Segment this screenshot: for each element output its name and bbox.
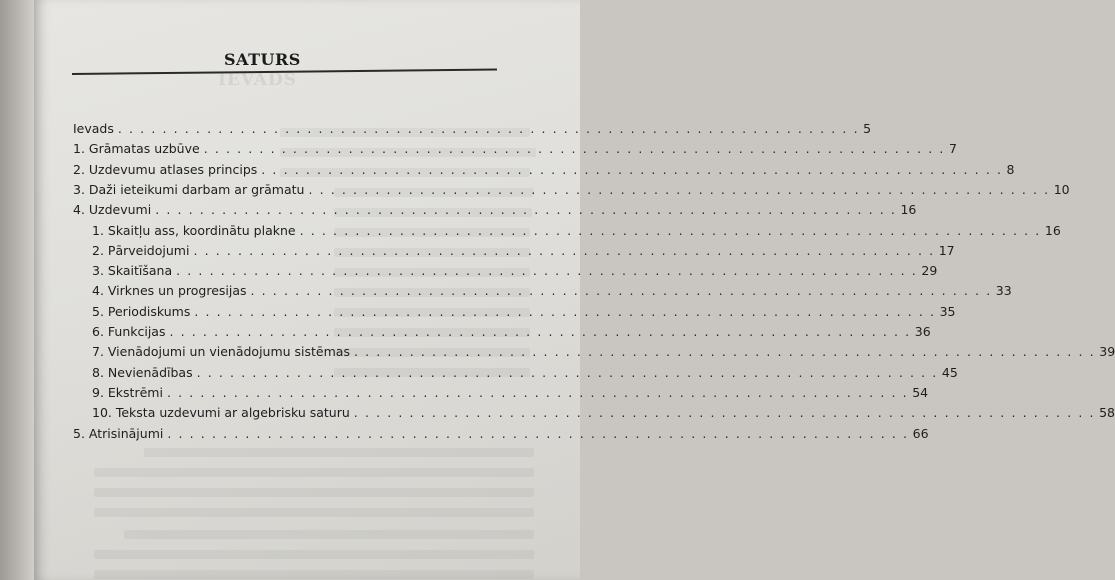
toc-entry-page: 33: [995, 283, 1012, 299]
toc-entry-title: 3. Daži ieteikumi darbam ar grāmatu: [73, 181, 305, 197]
toc-entry-title: 2. Uzdevumu atlases princips: [73, 161, 258, 177]
toc-entry: [92, 222, 1061, 243]
toc-entry-title: 4. Virknes un progresijas: [92, 283, 247, 299]
toc-entry-page: 10: [1053, 181, 1070, 197]
toc-entry: [92, 324, 931, 344]
toc-dot-leader: . . . . . . . . . . . . . . . . . . . . . . . . . . . . . . . . . . . . . . . . . . . . . . . . . . . . . . . . . . . . . . . . . . .: [193, 242, 935, 258]
toc-entry-page: 5: [863, 121, 872, 136]
toc-dot-leader: . . . . . . . . . . . . . . . . . . . . . . . . . . . . . . . . . . . . . . . . . . . . . . . . . . . . . . . . . . . . . . . . . . .: [353, 405, 1096, 421]
toc-entry: [73, 202, 917, 222]
toc-dot-leader: . . . . . . . . . . . . . . . . . . . . . . . . . . . . . . . . . . . . . . . . . . . . . . . . . . . . . . . . . . . . . . . . . . .: [250, 283, 992, 299]
toc-entry-page: 36: [914, 324, 931, 339]
toc-entry: [73, 181, 1070, 202]
toc-entry-title: 5. Atrisinājumi: [73, 425, 164, 441]
toc-dot-leader: . . . . . . . . . . . . . . . . . . . . . . . . . . . . . . . . . . . . . . . . . . . . . . . . . . . . . . . . . . . . . . . . . . .: [196, 364, 938, 380]
toc-entry-page: 7: [948, 141, 957, 157]
toc-entry-title: 4. Uzdevumi: [73, 202, 152, 218]
toc-entry-page: 35: [939, 303, 956, 319]
toc-dot-leader: . . . . . . . . . . . . . . . . . . . . . . . . . . . . . . . . . . . . . . . . . . . . . . . . . . . . . . . . . . . . . . . . . . .: [167, 425, 909, 441]
toc-entry: [92, 364, 958, 385]
toc-entry: [92, 242, 955, 263]
toc-dot-leader: . . . . . . . . . . . . . . . . . . . . . . . . . . . . . . . . . . . . . . . . . . . . . . . . . . . . . . . . . . . . . . . . . . .: [166, 384, 909, 400]
toc-entry-page: 66: [912, 425, 929, 441]
toc-entry: [73, 121, 872, 141]
toc-entry-title: 9. Ekstrēmi: [92, 384, 163, 400]
toc-entry-title: 10. Teksta uzdevumi ar algebrisku saturu: [92, 405, 350, 421]
toc-entry-page: 58: [1099, 405, 1115, 421]
toc-entry-page: 8: [1006, 161, 1015, 177]
table-of-contents: [34, 0, 1115, 580]
toc-entry-title: 8. Nevienādības: [92, 364, 193, 380]
toc-entry-title: 1. Skaitļu ass, koordinātu plakne: [92, 222, 296, 238]
toc-entry: [92, 283, 1012, 303]
toc-entry-title: 1. Grāmatas uzbūve: [73, 141, 200, 157]
toc-entry: [92, 344, 1115, 364]
toc-entry-page: 45: [941, 364, 958, 380]
toc-entry-page: 16: [1044, 222, 1061, 238]
book-page: [34, 0, 1115, 580]
toc-entry-title: 6. Funkcijas: [92, 324, 166, 339]
toc-dot-leader: . . . . . . . . . . . . . . . . . . . . . . . . . . . . . . . . . . . . . . . . . . . . . . . . . . . . . . . . . . . . . . . . . . .: [308, 181, 1050, 197]
toc-entry-page: 17: [938, 242, 955, 258]
toc-entry-page: 29: [921, 263, 938, 279]
toc-entry: [92, 384, 929, 405]
toc-entry-title: 3. Skaitīšana: [92, 263, 173, 279]
ghost-heading: IEVADS: [218, 70, 297, 90]
toc-entry-page: 54: [912, 384, 929, 400]
toc-entry-title: 5. Periodiskums: [92, 303, 191, 319]
toc-entry-title: Ievads: [73, 121, 114, 136]
toc-entry: [92, 263, 938, 283]
toc-entry: [92, 405, 1115, 425]
toc-entry-page: 39: [1099, 344, 1115, 360]
toc-dot-leader: . . . . . . . . . . . . . . . . . . . . . . . . . . . . . . . . . . . . . . . . . . . . . . . . . . . . . . . . . . . . . . . . . . .: [176, 263, 918, 279]
toc-entry-page: 16: [900, 202, 917, 218]
toc-dot-leader: . . . . . . . . . . . . . . . . . . . . . . . . . . . . . . . . . . . . . . . . . . . . . . . . . . . . . . . . . . . . . . . . . . .: [155, 202, 897, 218]
toc-dot-leader: . . . . . . . . . . . . . . . . . . . . . . . . . . . . . . . . . . . . . . . . . . . . . . . . . . . . . . . . . . . . . . . . . . .: [299, 222, 1041, 238]
toc-entry: [92, 303, 956, 324]
toc-dot-leader: . . . . . . . . . . . . . . . . . . . . . . . . . . . . . . . . . . . . . . . . . . . . . . . . . . . . . . . . . . . . . . . . . . .: [194, 303, 936, 319]
toc-dot-leader: . . . . . . . . . . . . . . . . . . . . . . . . . . . . . . . . . . . . . . . . . . . . . . . . . . . . . . . . . . . . . . . . . . .: [117, 121, 860, 136]
toc-dot-leader: . . . . . . . . . . . . . . . . . . . . . . . . . . . . . . . . . . . . . . . . . . . . . . . . . . . . . . . . . . . . . . . . . . .: [169, 324, 911, 339]
toc-entry: [73, 141, 957, 161]
book-gutter: [0, 0, 34, 580]
page-title: SATURS: [224, 50, 301, 69]
toc-dot-leader: . . . . . . . . . . . . . . . . . . . . . . . . . . . . . . . . . . . . . . . . . . . . . . . . . . . . . . . . . . . . . . . . . . .: [353, 344, 1096, 360]
toc-entry: [73, 425, 929, 446]
toc-entry-title: 7. Vienādojumi un vienādojumu sistēmas: [92, 344, 350, 360]
toc-entry: [73, 161, 1015, 182]
toc-dot-leader: . . . . . . . . . . . . . . . . . . . . . . . . . . . . . . . . . . . . . . . . . . . . . . . . . . . . . . . . . . . . . . . . . . .: [203, 141, 945, 157]
toc-entry-title: 2. Pārveidojumi: [92, 242, 190, 258]
toc-dot-leader: . . . . . . . . . . . . . . . . . . . . . . . . . . . . . . . . . . . . . . . . . . . . . . . . . . . . . . . . . . . . . . . . . . .: [261, 161, 1003, 177]
